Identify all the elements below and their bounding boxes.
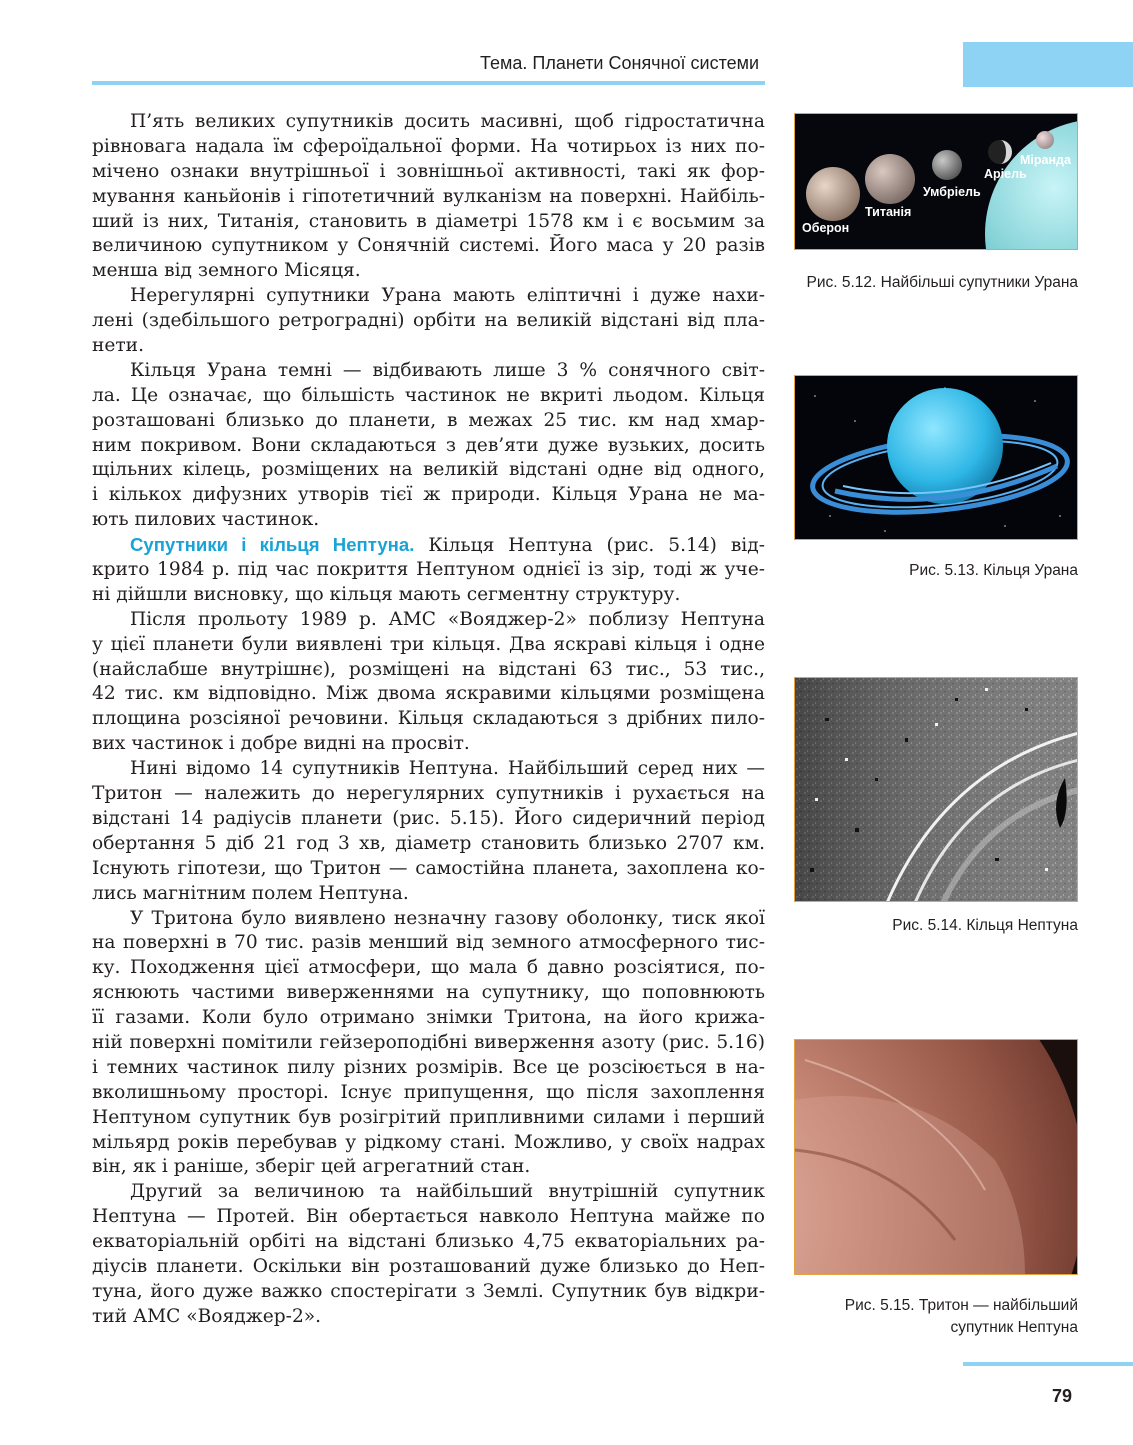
text-line: розташовані близько до планети, в межах 25 тис. км над хмар-: [92, 409, 765, 431]
caption-fig-5-15: [778, 1295, 1078, 1339]
text-line: Після прольоту 1989 р. АМС «Вояджер-2» поблизу Нептуна: [130, 608, 765, 630]
neptune-rings-image: [795, 678, 1078, 902]
text-line: мування каньйонів і гіпотетичний вулканізм на поверхні. Найбіль-: [92, 185, 765, 207]
paragraph: [92, 359, 765, 533]
caption-fig-5-14: Рис. 5.14. Кільця Нептуна: [892, 917, 1078, 934]
text-line: нети.: [92, 335, 144, 357]
text-line-rest: Кільця Нептуна (рис. 5.14) від-: [414, 535, 765, 557]
uranus-moons-image: [795, 114, 1078, 250]
text-line: У Тритона було виявлено незначну газову оболонку, тиск якої: [130, 907, 765, 929]
figure-triton: [794, 1039, 1078, 1275]
article-body: [92, 110, 765, 1330]
uranus-planet: [887, 388, 1003, 504]
text-line: екваторіальній орбіті на відстані близько 4,75 екваторіальних ра-: [92, 1231, 765, 1253]
text-line: мільярд років перебував у рідкому стані. Можливо, у своїх надрах: [92, 1131, 765, 1153]
label-ariel: Аріель: [984, 167, 1027, 181]
text-line: величиною супутником у Сонячній системі. Його маса у 20 разів: [92, 235, 765, 257]
label-umbriel: Умбріель: [923, 185, 981, 199]
footer-rule: [963, 1362, 1133, 1366]
paragraph: [92, 1180, 765, 1329]
text-line: Другий за величиною та найбільший внутрішній супутник: [130, 1181, 765, 1203]
caption-fig-5-12: Рис. 5.12. Найбільші супутники Урана: [806, 274, 1078, 291]
text-line: Нині відомо 14 супутників Нептуна. Найбільший серед них —: [130, 758, 765, 780]
text-line: Нептуном супутник був розігрітий припливними силами і перший: [92, 1106, 765, 1128]
text-line: ший із них, Титанія, становить в діаметрі 1578 км і є восьмим за: [92, 210, 765, 232]
text-line: ла. Це означає, що більшість частинок не вкриті льодом. Кільця: [92, 384, 765, 406]
text-line: крито 1984 р. під час покриття Нептуном однієї із зір, тоді ж уче-: [92, 559, 765, 581]
triton-image: [795, 1040, 1078, 1275]
page-number: 79: [1052, 1386, 1073, 1406]
section-heading: Супутники і кільця Нептуна.: [130, 534, 415, 556]
text-line: і кількох дифузних утворів тієї ж природи. Кільця Урана не ма-: [92, 484, 765, 506]
text-line: відстані 14 радіусів планети (рис. 5.15). Його сидеричний період: [92, 807, 765, 829]
header-rule: [92, 81, 765, 85]
umbriel-moon: [932, 150, 962, 180]
uranus-rings-image: [795, 376, 1078, 540]
text-line: лись магнітним полем Нептуна.: [92, 882, 409, 904]
text-line: і темних частинок пилу різних розмірів. Все це розсіюється в на-: [92, 1056, 765, 1078]
text-line: 42 тис. км відповідно. Між двома яскравими кільцями розміщена: [92, 683, 765, 705]
text-line: він, як і раніше, зберіг цей агрегатний стан.: [92, 1156, 531, 1178]
text-line: обертання 5 діб 21 год 3 хв, діаметр становить близько 2707 км.: [92, 832, 765, 854]
text-line: Кільця Урана темні — відбивають лише 3 % сонячного світ-: [130, 359, 765, 381]
text-line: Нерегулярні супутники Урана мають еліптичні і дуже нахи-: [130, 285, 765, 307]
text-line: вих частинок і добре видні на просвіт.: [92, 733, 470, 755]
paragraph: [92, 284, 765, 359]
text-line: Існують гіпотези, що Тритон — самостійна планета, захоплена ко-: [92, 857, 765, 879]
caption-fig-5-13: Рис. 5.13. Кільця Урана: [909, 562, 1078, 579]
miranda-moon: [1036, 131, 1054, 149]
text-line: яснюють частими виверженнями на супутнику, що поповнюють: [92, 982, 765, 1004]
text-line: лені (здебільшого ретроградні) орбіти на великій відстані від пла-: [92, 310, 765, 332]
paragraph: [92, 533, 765, 608]
caption-fig-5-15-line1: Рис. 5.15. Тритон — найбільший: [844, 1297, 1078, 1314]
figure-uranus-rings: [794, 375, 1078, 540]
text-line: рівновага надала їм сфероїдальної форми. На чотирьох із них по-: [92, 135, 765, 157]
text-line: [92, 533, 765, 558]
text-line: тий АМС «Вояджер-2».: [92, 1305, 322, 1327]
text-line: (найслабше внутрішнє), розміщені на відстані 63 тис., 53 тис.,: [92, 658, 765, 680]
text-line: площина розсіяної речовини. Кільця складаються з дрібних пило-: [92, 708, 765, 730]
text-line: туна, його дуже важко спостерігати з Землі. Супутник був відкри-: [92, 1280, 765, 1302]
text-line: Нептуна — Протей. Він обертається навколо Нептуна майже по: [92, 1206, 765, 1228]
figure-neptune-rings: [794, 677, 1078, 902]
paragraph: [92, 608, 765, 757]
paragraph: [92, 110, 765, 284]
text-line: мічено ознаки внутрішньої і зовнішньої активності, такі як фор-: [92, 160, 765, 182]
text-line: ним покривом. Вони складаються з дев’яти дуже вузьких, досить: [92, 434, 765, 456]
paragraph: [92, 907, 765, 1181]
page-header-title: Тема. Планети Сонячної системи: [480, 53, 760, 73]
text-line: ку. Походження цієї атмосфери, що мала б давно розсіятися, по-: [92, 957, 765, 979]
paragraph: [92, 757, 765, 906]
header-accent-block: [963, 42, 1133, 87]
text-line: у цієї планети були виявлені три кільця. Два яскраві кільця і одне: [92, 633, 765, 655]
text-line: щільних кілець, розміщених на великій відстані одне від одного,: [92, 459, 765, 481]
label-titania: Титанія: [865, 205, 912, 219]
figure-uranus-moons: [794, 113, 1078, 250]
text-line: менша від земного Місяця.: [92, 260, 361, 282]
text-line: ють пилових частинок.: [92, 509, 320, 531]
text-line: ній поверхні помітили гейзероподібні виверження азоту (рис. 5.16): [92, 1031, 765, 1053]
text-line: Тритон — належить до нерегулярних супутників і рухається на: [92, 783, 765, 805]
oberon-moon: [806, 167, 860, 221]
label-oberon: Оберон: [802, 221, 850, 235]
text-line: її газами. Коли було отримано знімки Тритона, на його крижа-: [92, 1007, 765, 1029]
text-line: ні дійшли висновку, що кільця мають сегментну структуру.: [92, 583, 681, 605]
text-line: вколишньому просторі. Існує припущення, що після захоплення: [92, 1081, 765, 1103]
text-line: П’ять великих супутників досить масивні, щоб гідростатична: [130, 111, 765, 132]
text-line: на поверхні в 70 тис. разів менший від земного атмосферного тис-: [92, 932, 765, 954]
label-miranda: Міранда: [1020, 153, 1071, 167]
text-line: діусів планети. Оскільки він розташований дуже близько до Неп-: [92, 1255, 765, 1277]
caption-fig-5-15-line2: супутник Нептуна: [950, 1319, 1078, 1336]
titania-moon: [865, 154, 915, 204]
